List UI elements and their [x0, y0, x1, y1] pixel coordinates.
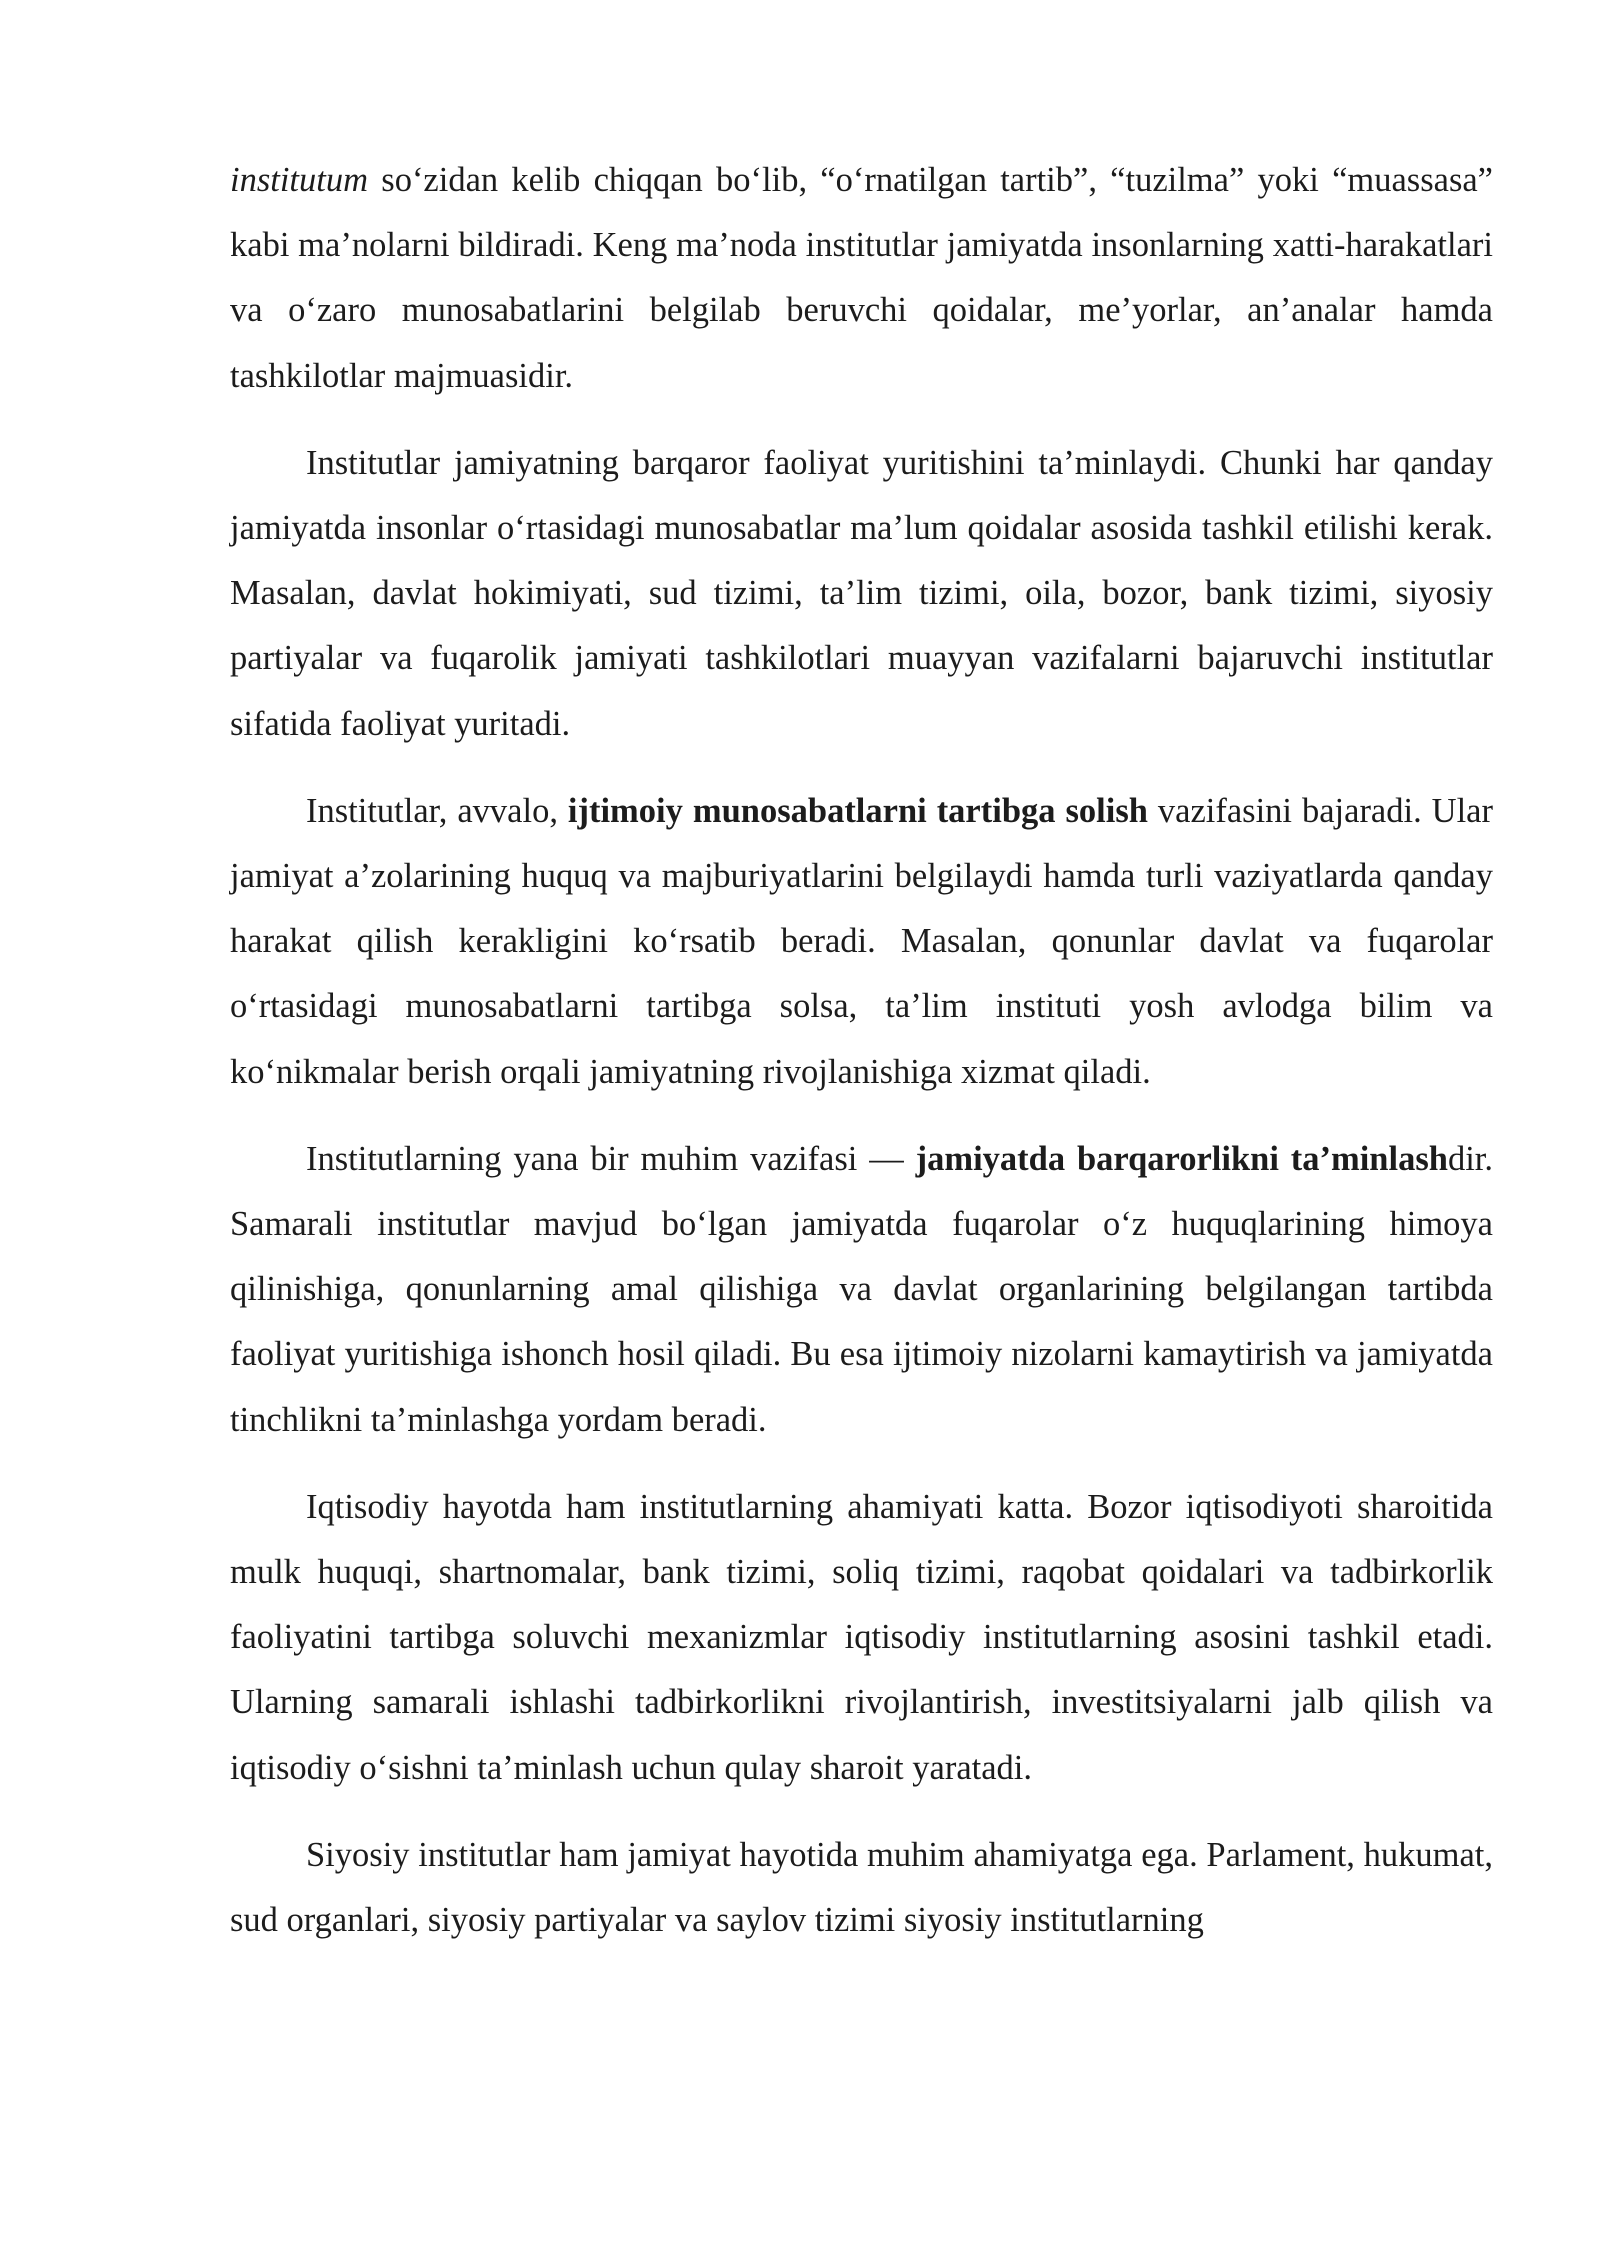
- paragraph-text: vazifasini bajaradi. Ular jamiyat a’zolarining huquq va majburiyatlarini belgilaydi hamda turli vaziyatlarda qanday harakat qilish kerakligini ko‘rsatib beradi. Masalan, qonunlar davlat va fuqarolar o‘rtasidagi munosabatlarni tartibga solsa, ta’lim instituti yosh avlodga bilim va ko‘nikmalar berish orqali jamiyatning rivojlanishiga xizmat qiladi.: [230, 791, 1493, 1091]
- paragraph-1: [230, 148, 1493, 409]
- paragraph-text: Institutlar, avvalo,: [306, 791, 568, 830]
- paragraph-3: [230, 779, 1493, 1105]
- paragraph-text: dir. Samarali institutlar mavjud bo‘lgan jamiyatda fuqarolar o‘z huquqlarining himoya qilinishiga, qonunlarning amal qilishiga va davlat organlarining belgilangan tartibda faoliyat yuritishiga ishonch hosil qiladi. Bu esa ijtimoiy nizolarni kamaytirish va jamiyatda tinchlikni ta’minlashga yordam beradi.: [230, 1139, 1493, 1439]
- paragraph-text: Siyosiy institutlar ham jamiyat hayotida muhim ahamiyatga ega. Parlament, hukumat, sud organlari, siyosiy partiyalar va saylov tizimi siyosiy institutlarning: [230, 1835, 1493, 1940]
- bold-phrase: ijtimoiy munosabatlarni tartibga solish: [567, 791, 1148, 830]
- paragraph-2: [230, 431, 1493, 757]
- bold-phrase: jamiyatda barqarorlikni ta’minlash: [915, 1139, 1448, 1178]
- paragraph-text: so‘zidan kelib chiqqan bo‘lib, “o‘rnatilgan tartib”, “tuzilma” yoki “muassasa” kabi ma’nolarni bildiradi. Keng ma’noda institutlar jamiyatda insonlarning xatti-harakatlari va o‘zaro munosabatlarini belgilab beruvchi qoidalar, me’yorlar, an’analar hamda tashkilotlar majmuasidir.: [230, 161, 1493, 395]
- paragraph-6: [230, 1823, 1493, 1953]
- italic-term: institutum: [230, 161, 369, 199]
- paragraph-5: [230, 1475, 1493, 1801]
- paragraph-text: Institutlar jamiyatning barqaror faoliyat yuritishini ta’minlaydi. Chunki har qanday jamiyatda insonlar o‘rtasidagi munosabatlar ma’lum qoidalar asosida tashkil etilishi kerak. Masalan, davlat hokimiyati, sud tizimi, ta’lim tizimi, oila, bozor, bank tizimi, siyosiy partiyalar va fuqarolik jamiyati tashkilotlari muayyan vazifalarni bajaruvchi institutlar sifatida faoliyat yuritadi.: [230, 443, 1493, 743]
- paragraph-text: Institutlarning yana bir muhim vazifasi —: [306, 1139, 916, 1178]
- document-page: [230, 148, 1493, 1975]
- paragraph-4: [230, 1127, 1493, 1453]
- paragraph-text: Iqtisodiy hayotda ham institutlarning ahamiyati katta. Bozor iqtisodiyoti sharoitida mulk huquqi, shartnomalar, bank tizimi, soliq tizimi, raqobat qoidalari va tadbirkorlik faoliyatini tartibga soluvchi mexanizmlar iqtisodiy institutlarning asosini tashkil etadi. Ularning samarali ishlashi tadbirkorlikni rivojlantirish, investitsiyalarni jalb qilish va iqtisodiy o‘sishni ta’minlash uchun qulay sharoit yaratadi.: [230, 1487, 1493, 1787]
